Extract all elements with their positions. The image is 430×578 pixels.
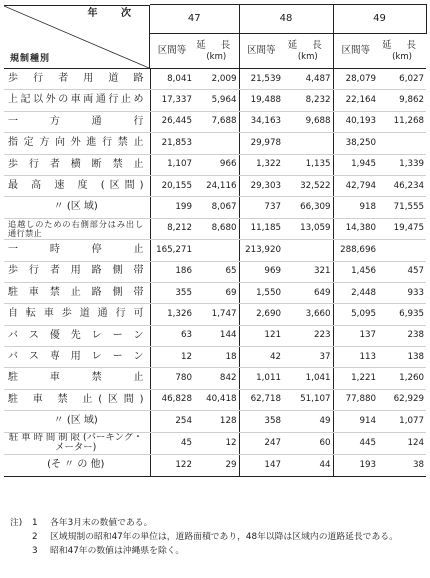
footnote-prefix: 注): [10, 518, 23, 528]
table-cell: 21,539: [239, 69, 283, 90]
table-cell: 1,550: [239, 282, 283, 303]
table-cell: 5,095: [333, 304, 378, 325]
table-cell: 1,011: [239, 368, 283, 389]
table-row: [4, 218, 426, 239]
table-cell: 8,067: [194, 197, 239, 218]
table-cell: 1,135: [283, 154, 333, 175]
table-cell: 6,935: [378, 304, 426, 325]
table-cell: 193: [333, 455, 378, 476]
table-cell: 1,945: [333, 154, 378, 175]
table-cell: 65: [194, 261, 239, 282]
table-cell: 19,488: [239, 90, 283, 111]
footnote-number: 1: [32, 518, 38, 528]
table-cell: 14,380: [333, 218, 378, 239]
table-cell: 28,079: [333, 69, 378, 90]
col-unit: (km): [297, 51, 318, 62]
table-cell: 1,107: [150, 154, 194, 175]
table-cell: 914: [333, 411, 378, 432]
row-label: (そ 〃 の 他): [4, 455, 150, 476]
table-cell: 6,027: [378, 69, 426, 90]
table-cell: 649: [283, 282, 333, 303]
table-cell: 124: [378, 432, 426, 455]
table-cell: 199: [150, 197, 194, 218]
col-section-48: 区間等: [239, 34, 283, 69]
table-row: [4, 432, 426, 455]
table-cell: 122: [150, 455, 194, 476]
table-cell: 1,326: [150, 304, 194, 325]
table-cell: 165,271: [150, 240, 194, 261]
table-cell: [194, 240, 239, 261]
table-cell: 11,185: [239, 218, 283, 239]
table-cell: 9,862: [378, 90, 426, 111]
footnote: [10, 516, 424, 530]
table-row: [4, 347, 426, 368]
table-cell: 26,445: [150, 111, 194, 132]
table-cell: 69: [194, 282, 239, 303]
table-row: [4, 240, 426, 261]
table-cell: 186: [150, 261, 194, 282]
row-label: 駐 車 禁 止: [4, 368, 150, 389]
footnote: [10, 544, 424, 558]
table-cell: 17,337: [150, 90, 194, 111]
table-cell: 12: [194, 432, 239, 455]
table-row: [4, 455, 426, 476]
table-cell: 38: [378, 455, 426, 476]
table-cell: [378, 240, 426, 261]
row-label: 最 高 速 度 (区間): [4, 175, 150, 196]
table-row: [4, 261, 426, 282]
table-cell: 5,964: [194, 90, 239, 111]
table-cell: 40,418: [194, 389, 239, 410]
table-cell: 113: [333, 347, 378, 368]
table-cell: 29: [194, 455, 239, 476]
table-cell: 144: [194, 325, 239, 346]
table-cell: 966: [194, 154, 239, 175]
year-header-49: 49: [333, 5, 426, 34]
table-cell: 3,660: [283, 304, 333, 325]
table-row: [4, 325, 426, 346]
row-label: 指定方向外進行禁止: [4, 133, 150, 154]
table-cell: 51,107: [283, 389, 333, 410]
table-cell: 1,260: [378, 368, 426, 389]
regulation-kind-label: 規制種別: [10, 54, 51, 65]
table-row: [4, 368, 426, 389]
row-label: 歩 行 者 用 道 路: [4, 69, 150, 90]
table-cell: 1,339: [378, 154, 426, 175]
table-cell: 254: [150, 411, 194, 432]
table-cell: 1,747: [194, 304, 239, 325]
table-cell: [283, 133, 333, 154]
footnote: [10, 530, 424, 544]
table-cell: 29,303: [239, 175, 283, 196]
table-cell: 2,448: [333, 282, 378, 303]
table-cell: 4,487: [283, 69, 333, 90]
table-cell: 22,164: [333, 90, 378, 111]
table-cell: 77,880: [333, 389, 378, 410]
table-row: [4, 69, 426, 90]
table-cell: 737: [239, 197, 283, 218]
footnote-text: 区域規制の昭和47年の単位は，道路面積であり，48年以降は区域内の道路延長である。: [50, 532, 398, 542]
table-cell: 128: [194, 411, 239, 432]
row-label: バ ス 専 用 レ ー ン: [4, 347, 150, 368]
table-row: [4, 90, 426, 111]
table-cell: 34,163: [239, 111, 283, 132]
table-cell: 38,250: [333, 133, 378, 154]
table-cell: 918: [333, 197, 378, 218]
table-cell: 321: [283, 261, 333, 282]
table-cell: 46,828: [150, 389, 194, 410]
table-cell: 2,009: [194, 69, 239, 90]
table-cell: 20,155: [150, 175, 194, 196]
table-cell: 7,688: [194, 111, 239, 132]
col-section-49: 区間等: [333, 34, 378, 69]
table-cell: 8,041: [150, 69, 194, 90]
table-cell: 32,522: [283, 175, 333, 196]
table-cell: 60: [283, 432, 333, 455]
header-corner: [4, 5, 150, 69]
table-cell: 19,475: [378, 218, 426, 239]
footnotes: [10, 516, 424, 558]
table-cell: 2,690: [239, 304, 283, 325]
table-cell: 1,041: [283, 368, 333, 389]
table-row: [4, 111, 426, 132]
regulation-table: [4, 4, 427, 477]
row-label: 追越しのための右側部分はみ出し通行禁止: [4, 218, 150, 239]
table-cell: 45: [150, 432, 194, 455]
table-row: [4, 197, 426, 218]
table-cell: 445: [333, 432, 378, 455]
footnote-text: 昭和47年の数値は沖縄県を除く。: [50, 546, 185, 556]
year-header-47: 47: [150, 5, 239, 34]
table-cell: 137: [333, 325, 378, 346]
row-label: 上記以外の車両通行止め: [4, 90, 150, 111]
table-cell: 8,232: [283, 90, 333, 111]
table-cell: 9,688: [283, 111, 333, 132]
table-cell: 66,309: [283, 197, 333, 218]
table-cell: 63: [150, 325, 194, 346]
table-cell: 355: [150, 282, 194, 303]
row-label: 一 方 通 行: [4, 111, 150, 132]
row-label: 自転車歩道通行可: [4, 304, 150, 325]
year-label: 年 次: [87, 7, 141, 19]
row-label: 一 時 停 止: [4, 240, 150, 261]
footnote-number: 2: [32, 532, 38, 542]
table-cell: [378, 133, 426, 154]
col-unit: (km): [392, 51, 412, 62]
row-label: バ ス 優 先 レ ー ン: [4, 325, 150, 346]
table-cell: [194, 133, 239, 154]
table-cell: 1,221: [333, 368, 378, 389]
table-row: [4, 389, 426, 410]
table-row: [4, 133, 426, 154]
table-row: [4, 282, 426, 303]
row-label: 〃 (区 域): [4, 197, 150, 218]
col-unit: (km): [206, 51, 227, 62]
table-cell: 121: [239, 325, 283, 346]
table-cell: 238: [378, 325, 426, 346]
table-cell: 18: [194, 347, 239, 368]
table-cell: 42,794: [333, 175, 378, 196]
table-cell: 11,268: [378, 111, 426, 132]
col-length-label: 延 長: [287, 39, 328, 51]
row-label: 駐 車 禁 止(区間): [4, 389, 150, 410]
table-cell: 138: [378, 347, 426, 368]
table-cell: 1,456: [333, 261, 378, 282]
table-row: [4, 175, 426, 196]
table-cell: 933: [378, 282, 426, 303]
row-label: 〃 (区 域): [4, 411, 150, 432]
col-length-47: [194, 34, 239, 69]
table-cell: 842: [194, 368, 239, 389]
table-cell: 1,077: [378, 411, 426, 432]
table-cell: 46,234: [378, 175, 426, 196]
table-cell: 21,853: [150, 133, 194, 154]
table-cell: 457: [378, 261, 426, 282]
table-cell: 780: [150, 368, 194, 389]
table-cell: 213,920: [239, 240, 283, 261]
table-cell: 358: [239, 411, 283, 432]
table-row: [4, 304, 426, 325]
col-length-label: 延 長: [382, 39, 423, 51]
table-cell: 8,680: [194, 218, 239, 239]
table-cell: 969: [239, 261, 283, 282]
table-cell: 29,978: [239, 133, 283, 154]
table-cell: 8,212: [150, 218, 194, 239]
table-cell: 49: [283, 411, 333, 432]
table-cell: 24,116: [194, 175, 239, 196]
table-cell: [283, 240, 333, 261]
table-cell: 62,929: [378, 389, 426, 410]
col-section-47: 区間等: [150, 34, 194, 69]
table-cell: 1,322: [239, 154, 283, 175]
table-cell: 247: [239, 432, 283, 455]
table-cell: 71,555: [378, 197, 426, 218]
year-header-48: 48: [239, 5, 333, 34]
col-length-48: [283, 34, 333, 69]
table-cell: 42: [239, 347, 283, 368]
table-cell: 288,696: [333, 240, 378, 261]
table-cell: 44: [283, 455, 333, 476]
table-row: [4, 154, 426, 175]
row-label: 歩 行 者 用 路 側 帯: [4, 261, 150, 282]
table-cell: 40,193: [333, 111, 378, 132]
footnote-number: 3: [32, 546, 38, 556]
table-row: [4, 411, 426, 432]
table-cell: 223: [283, 325, 333, 346]
table-cell: 13,059: [283, 218, 333, 239]
row-label: 駐 車 時 間 制 限 (パーキング・メーター): [4, 432, 150, 455]
table-cell: 12: [150, 347, 194, 368]
row-label: 駐車禁止路側帯: [4, 282, 150, 303]
table-cell: 62,718: [239, 389, 283, 410]
col-length-label: 延 長: [196, 39, 237, 51]
table-cell: 147: [239, 455, 283, 476]
table-cell: 37: [283, 347, 333, 368]
row-label: 歩 行 者 横 断 禁 止: [4, 154, 150, 175]
col-length-49: [378, 34, 426, 69]
footnote-text: 各年3月末の数値である。: [50, 518, 153, 528]
